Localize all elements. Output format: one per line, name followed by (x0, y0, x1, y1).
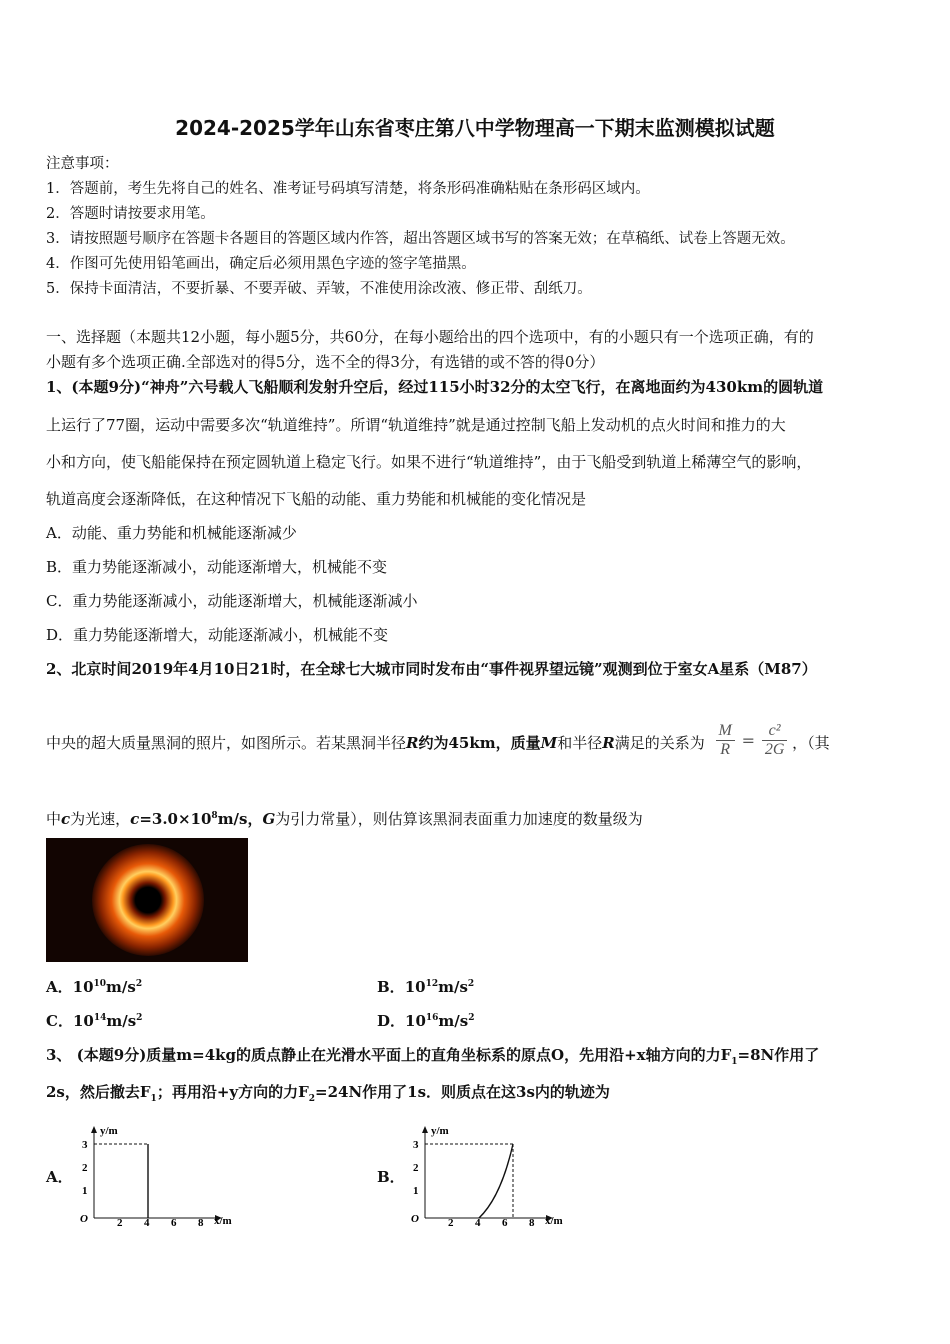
q3-option-a-label: A． (46, 1168, 73, 1186)
x-tick-label: 6 (502, 1217, 508, 1229)
note-item: 5．保持卡面清洁，不要折暴、不要弄破、弄皱，不准使用涂改液、修正带、刮纸刀。 (46, 281, 592, 297)
x-tick-label: 2 (448, 1217, 454, 1229)
q2-option-a (46, 976, 142, 997)
q2-text: 为引力常量），则估算该黑洞表面重力加速度的数量级为 (275, 810, 643, 828)
black-hole-image (46, 838, 248, 962)
subscript: 2 (308, 1094, 316, 1104)
section-heading-line: 小题有多个选项正确.全部选对的得5分，选不全的得3分，有选错的或不答的得0分） (46, 353, 605, 371)
q2-text-line2 (46, 722, 830, 758)
q3-graph-a (76, 1122, 246, 1232)
option-label: B． (377, 978, 405, 996)
q3-graph-b (405, 1122, 575, 1232)
q1-text: 1、(本题9分)“神舟”六号载人飞船顺利发射升空后，经过115小时32分的太空飞行，在离地面约为430km的圆轨道 (46, 378, 824, 396)
q2-text: 满足的关系为 (614, 733, 705, 752)
q2-text: 中央的超大质量黑洞的照片，如图所示。若某黑洞半径 (46, 733, 407, 752)
option-base: 10 (72, 1012, 94, 1030)
y-tick-label: 3 (413, 1139, 419, 1151)
q3-text-line2 (46, 1081, 610, 1104)
trajectory (479, 1144, 513, 1218)
q3-text: 3、 (本题9分)质量m=4kg的质点静止在光滑水平面上的直角坐标系的原点O，先用沿+x轴方向的力F (46, 1046, 732, 1064)
option-exponent: 16 (425, 1013, 439, 1023)
x-tick-label: 4 (475, 1217, 481, 1229)
exponent: 8 (211, 811, 218, 821)
q2-text: 和半径 (557, 733, 603, 752)
fraction-c2-over-2g (762, 722, 788, 758)
x-axis-label: x/m (214, 1215, 232, 1227)
y-axis-arrow-icon (422, 1126, 428, 1133)
q2-text: 约为45km，质量 (418, 733, 541, 752)
fraction-numerator: c² (762, 722, 788, 741)
q2-option-b (377, 976, 474, 997)
option-label: D． (377, 1012, 406, 1030)
black-hole-ring (92, 844, 204, 956)
y-tick-label: 1 (413, 1185, 419, 1197)
option-unit-exponent: 2 (467, 979, 475, 989)
origin-label: O (411, 1213, 419, 1225)
q2-text: ，（其 (792, 733, 830, 752)
option-exponent: 12 (425, 979, 439, 989)
option-exponent: 10 (93, 979, 107, 989)
note-item: 3．请按照题号顺序在答题卡各题目的答题区域内作答，超出答题区域书写的答案无效；在草稿纸、试卷上答题无效。 (46, 231, 795, 247)
note-item: 1．答题前，考生先将自己的姓名、准考证号码填写清楚，将条形码准确粘贴在条形码区域内。 (46, 181, 650, 197)
q2-text: 中 (46, 810, 62, 828)
q2-text: =3.0×10 (139, 810, 212, 828)
x-tick-label: 8 (198, 1217, 204, 1229)
option-base: 10 (404, 978, 426, 996)
x-tick-label: 4 (144, 1217, 150, 1229)
q2-text: 为光速， (70, 810, 131, 828)
y-tick-label: 2 (413, 1162, 419, 1174)
q3-text: =8N作用了 (737, 1046, 820, 1064)
q2-option-d (377, 1010, 474, 1031)
fraction-numerator: M (716, 722, 735, 741)
q3-option-b-label: B． (377, 1168, 405, 1186)
option-label: A． (46, 978, 73, 996)
fraction-denominator: R (720, 740, 731, 758)
var-c: c (61, 810, 71, 828)
section-heading-line: 一、选择题（本题共12小题，每小题5分，共60分，在每小题给出的四个选项中，有的小题只有一个选项正确，有的 (46, 328, 814, 346)
equals-sign: = (741, 730, 756, 750)
option-exponent: 14 (93, 1013, 107, 1023)
q3-text: =24N作用了1s．则质点在这3s内的轨迹为 (315, 1083, 610, 1101)
page-title: 2024-2025学年山东省枣庄第八中学物理高一下期末监测模拟试题 (175, 116, 775, 140)
option-base: 10 (72, 978, 94, 996)
notes-heading: 注意事项： (46, 156, 119, 172)
q3-text: ；再用沿+y方向的力F (156, 1083, 309, 1101)
q2-text-line3 (46, 808, 643, 829)
q3-text-line1 (46, 1044, 819, 1067)
q1-option-d: D．重力势能逐渐增大，动能逐渐减小，机械能不变 (46, 626, 389, 644)
q2-text: m/s， (217, 810, 263, 828)
option-base: 10 (405, 1012, 426, 1030)
subscript: 1 (150, 1094, 157, 1104)
q1-option-b: B．重力势能逐渐减小，动能逐渐增大，机械能不变 (46, 558, 388, 576)
option-label: C． (46, 1012, 73, 1030)
y-tick-label: 1 (82, 1185, 88, 1197)
option-unit: m/s (106, 1012, 137, 1030)
x-tick-label: 2 (117, 1217, 123, 1229)
x-axis-label: x/m (545, 1215, 563, 1227)
var-m: M (540, 733, 558, 752)
option-unit: m/s (106, 978, 136, 996)
origin-label: O (80, 1213, 88, 1225)
q2-option-c (46, 1010, 142, 1031)
y-tick-label: 2 (82, 1162, 88, 1174)
q1-text: 轨道高度会逐渐降低，在这种情况下飞船的动能、重力势能和机械能的变化情况是 (46, 490, 587, 508)
fraction-m-over-r (716, 722, 735, 758)
x-tick-label: 6 (171, 1217, 177, 1229)
note-item: 2．答题时请按要求用笔。 (46, 206, 215, 222)
var-g: G (262, 810, 276, 828)
q3-text: 2s，然后撤去F (46, 1083, 151, 1101)
var-c: c (130, 810, 140, 828)
note-item: 4．作图可先使用铅笔画出，确定后必须用黑色字迹的签字笔描黑。 (46, 256, 476, 272)
option-unit-exponent: 2 (468, 1013, 475, 1023)
y-tick-label: 3 (82, 1139, 88, 1151)
x-tick-label: 8 (529, 1217, 535, 1229)
y-axis-arrow-icon (91, 1126, 97, 1133)
subscript: 1 (731, 1057, 738, 1067)
var-r: R (602, 733, 615, 752)
q1-option-c: C．重力势能逐渐减小，动能逐渐增大，机械能逐渐减小 (46, 592, 418, 610)
q1-text: 小和方向，使飞船能保持在预定圆轨道上稳定飞行。如果不进行“轨道维持”，由于飞船受到轨道上稀薄空气的影响， (46, 453, 812, 471)
option-unit: m/s (438, 1012, 469, 1030)
q2-text: 2、北京时间2019年4月10日21时，在全球七大城市同时发布由“事件视界望远镜”观测到位于室女A星系（M87） (46, 660, 817, 678)
y-axis-label: y/m (431, 1125, 449, 1137)
var-r: R (406, 733, 419, 752)
q1-text: 上运行了77圈，运动中需要多次“轨道维持”。所谓“轨道维持”就是通过控制飞船上发动机的点火时间和推力的大 (46, 416, 786, 434)
option-unit-exponent: 2 (135, 979, 143, 989)
option-unit-exponent: 2 (136, 1013, 143, 1023)
q1-option-a: A．动能、重力势能和机械能逐渐减少 (46, 524, 297, 542)
fraction-denominator: 2G (764, 740, 785, 758)
y-axis-label: y/m (100, 1125, 118, 1137)
option-unit: m/s (438, 978, 468, 996)
